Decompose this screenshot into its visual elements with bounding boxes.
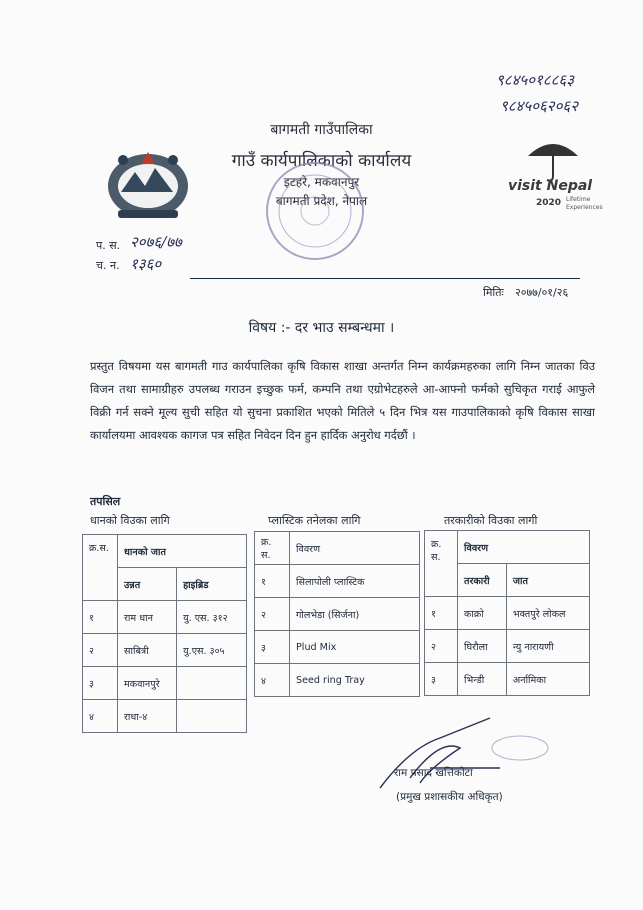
col-desc-header: विवरण <box>458 531 590 564</box>
sub-hybrid-header: हाइब्रिड <box>177 568 247 601</box>
cell-desc: Plud Mix <box>290 631 420 664</box>
header-divider <box>190 278 580 279</box>
cell-desc: गोलभेडा (सिर्जना) <box>290 598 420 631</box>
org-name: बागमती गाउँपालिका <box>270 122 373 138</box>
signatory-name: राम प्रसाद खत्तिकोटा <box>394 767 473 779</box>
cell-sn: ३ <box>255 631 290 664</box>
col-sn-header: क्र.स. <box>83 535 118 601</box>
cell-variety: अर्नामिका <box>506 663 589 696</box>
table-row <box>83 667 247 700</box>
cell-sn: ३ <box>425 663 458 696</box>
patra-value: २०७६/७७ <box>130 233 182 251</box>
sub-veg-header: तरकारी <box>458 564 507 597</box>
veg-table-caption: तरकारीको विउका लागी <box>444 514 538 527</box>
subject-line: विषय :- दर भाउ सम्बन्धमा । <box>248 320 395 336</box>
signature-scribble-icon <box>370 708 550 798</box>
handwritten-phone-1: ९८४५०१८८६३ <box>496 71 575 89</box>
date-value: २०७७/०१/२६ <box>515 286 569 299</box>
cell-hybrid <box>177 667 247 700</box>
cell-hybrid <box>177 700 247 733</box>
cell-sn: १ <box>425 597 458 630</box>
sub-variety-header: जात <box>506 564 589 597</box>
visit-nepal-text: visit Nepal <box>508 178 593 194</box>
table-row <box>83 700 247 733</box>
cell-veg: काक्रो <box>458 597 507 630</box>
table-row <box>425 663 590 696</box>
table-row <box>83 601 247 634</box>
cell-sn: १ <box>255 565 290 598</box>
cell-sn: २ <box>255 598 290 631</box>
plastic-tunnel-table <box>254 531 420 697</box>
plastic-table-caption: प्लास्टिक तनेलका लागि <box>268 514 361 527</box>
table-row <box>255 631 420 664</box>
visit-nepal-tagline-2: Experiences <box>566 204 603 211</box>
chalani-label: च. न. <box>96 259 120 272</box>
patra-label: प. स. <box>96 239 121 252</box>
table-row <box>255 664 420 697</box>
table-row <box>255 565 420 598</box>
details-heading: तपसिल <box>90 495 121 508</box>
cell-variety: भक्तपुरे लोकल <box>506 597 589 630</box>
cell-desc: सिलापोली प्लास्टिक <box>290 565 420 598</box>
cell-sn: २ <box>425 630 458 663</box>
cell-variety: न्यु नारायणी <box>506 630 589 663</box>
signatory-title: (प्रमुख प्रशासकीय अधिकृत) <box>396 791 503 803</box>
cell-improved: राधा-४ <box>118 700 177 733</box>
table-row <box>425 531 590 564</box>
col-sn-header: क्र. स. <box>255 532 290 565</box>
table-row <box>425 597 590 630</box>
col-variety-header: धानको जात <box>118 535 247 568</box>
table-row <box>255 532 420 565</box>
handwritten-phone-2: ९८४५०६२०६२ <box>500 97 579 115</box>
cell-veg: भिन्डी <box>458 663 507 696</box>
office-province: बागमती प्रदेश, नेपाल <box>275 194 368 208</box>
office-stamp-icon <box>262 158 368 264</box>
date-label: मितिः <box>483 286 504 299</box>
cell-improved: मकवानपुरे <box>118 667 177 700</box>
cell-sn: २ <box>83 634 118 667</box>
cell-improved: राम धान <box>118 601 177 634</box>
visit-nepal-tagline-1: Lifetime <box>566 196 591 203</box>
vegetable-seed-table <box>424 530 590 696</box>
cell-desc: Seed ring Tray <box>290 664 420 697</box>
col-sn-header: क्र. स. <box>425 531 458 597</box>
table-row <box>83 634 247 667</box>
office-address: इटहरे, मकवानपुर <box>283 175 360 189</box>
rice-seed-table <box>82 534 247 733</box>
cell-veg: घिरौला <box>458 630 507 663</box>
rice-table-caption: धानको विउका लागि <box>90 514 170 527</box>
cell-sn: १ <box>83 601 118 634</box>
table-row <box>255 598 420 631</box>
office-name: गाउँ कार्यपालिकाको कार्यालय <box>231 151 412 171</box>
cell-hybrid: यु.एस. ३०५ <box>177 634 247 667</box>
table-row <box>425 630 590 663</box>
col-desc-header: विवरण <box>290 532 420 565</box>
table-row <box>83 535 247 568</box>
chalani-value: १३६० <box>130 255 162 273</box>
cell-improved: साबित्री <box>118 634 177 667</box>
cell-sn: ४ <box>255 664 290 697</box>
cell-sn: ४ <box>83 700 118 733</box>
visit-nepal-logo <box>506 132 601 214</box>
cell-sn: ३ <box>83 667 118 700</box>
visit-nepal-year: 2020 <box>536 198 562 208</box>
body-paragraph: प्रस्तुत विषयमा यस बागमती गाउ कार्यपालिका कृषि विकास शाखा अन्तर्गत निम्न कार्यक्रमहरुका लागि निम्न जातका विउ विजन तथा सामाग्रीहरु उपलब्ध गराउन इच्छुक फर्म, कम्पनि तथा एग्रोभेटहरुले आ-आफ्नो फर्मको सुचिकृत गराई आफुले विक्री गर्न सक्ने मूल्य सुची सहित यो सुचना प्रकाशित भएको मितिले ५ दिन भित्र यस गाउपालिकाको कृषि विकास साखा कार्यालयमा आवश्यक कागज पत्र सहित निवेदन दिन हुन हार्दिक अनुरोध गर्दछौं । <box>90 359 595 442</box>
cell-hybrid: यु. एस. ३१२ <box>177 601 247 634</box>
sub-improved-header: उन्नत <box>118 568 177 601</box>
